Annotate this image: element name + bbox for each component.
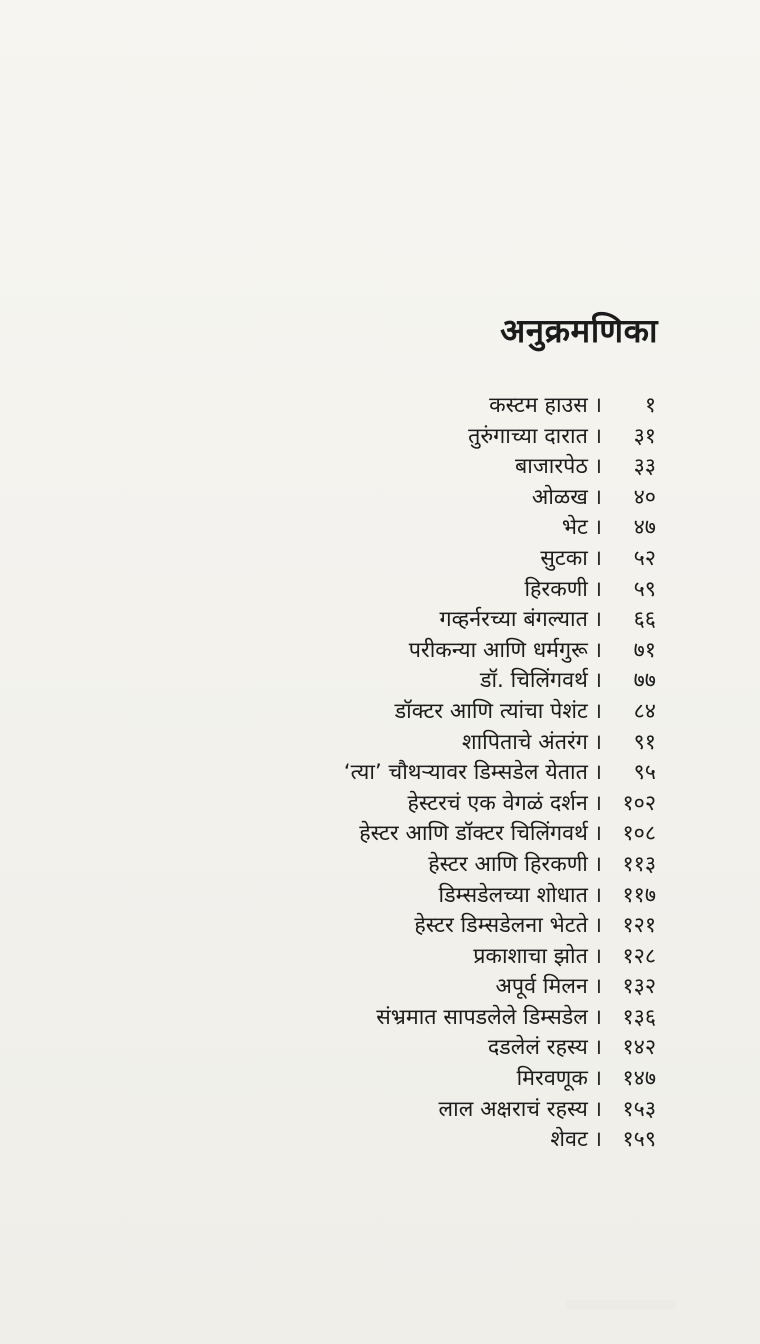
faded-footer-mark (566, 1300, 676, 1310)
toc-entry (136, 1125, 656, 1156)
toc-page-number: ५२ (633, 545, 656, 571)
toc-page-number: १४२ (622, 1035, 656, 1061)
toc-page-number: १५९ (622, 1127, 656, 1153)
toc-entry-title: डॉक्टर आणि त्यांचा पेशंट (394, 698, 588, 724)
toc-entry-title: डॉ. चिलिंगवर्थ (479, 668, 588, 694)
toc-separator: । (593, 790, 602, 816)
toc-separator: । (593, 515, 602, 541)
toc-entry (136, 728, 656, 759)
toc-separator: । (593, 576, 602, 602)
toc-entry-title: डिम्सडेलच्या शोधात (438, 882, 588, 908)
toc-entry-title: हेस्टर डिम्सडेलना भेटते (414, 913, 588, 939)
toc-entry-title: परीकन्या आणि धर्मगुरू (408, 637, 588, 663)
toc-page-number: १३६ (622, 1004, 656, 1030)
toc-page-number: १०२ (622, 790, 656, 816)
toc-separator: । (593, 1096, 602, 1122)
toc-page-number: १०८ (622, 821, 656, 847)
toc-entry-title: हिरकणी (524, 576, 588, 602)
toc-entry (136, 636, 656, 667)
toc-entry-title: संभ्रमात सापडलेले डिम्सडेल (376, 1004, 588, 1030)
toc-entry-title: शेवट (550, 1127, 588, 1153)
toc-separator: । (593, 423, 602, 449)
toc-page-number: ७७ (633, 668, 656, 694)
toc-page-number: ७१ (633, 637, 656, 663)
toc-entry (136, 789, 656, 820)
toc-page-number: ३१ (633, 423, 656, 449)
toc-separator: । (593, 454, 602, 480)
toc-entry (136, 575, 656, 606)
toc-separator: । (593, 393, 602, 418)
toc-entry (136, 850, 656, 881)
toc-entry (136, 942, 656, 973)
toc-entry-title: तुरुंगाच्या दारात (468, 423, 588, 449)
toc-entry (136, 972, 656, 1003)
toc-entry-title: शापिताचे अंतरंग (461, 729, 588, 755)
toc-entry-title: हेस्टर आणि हिरकणी (428, 851, 588, 877)
toc-entry-title: सुटका (540, 545, 588, 571)
toc-separator: । (593, 1127, 602, 1153)
toc-page-number: ३३ (633, 454, 656, 480)
toc-entry (136, 605, 656, 636)
toc-entry-title: गव्हर्नरच्या बंगल्यात (439, 607, 588, 633)
toc-entry-title: दडलेलं रहस्य (487, 1035, 588, 1061)
toc-entry-title: अपूर्व मिलन (495, 974, 588, 1000)
toc-page-number: ४७ (633, 515, 656, 541)
toc-separator: । (593, 760, 602, 786)
toc-entry (136, 666, 656, 697)
toc-page-number: १२८ (622, 943, 656, 969)
toc-separator: । (593, 637, 602, 663)
toc-separator: । (593, 943, 602, 969)
toc-separator: । (593, 974, 602, 1000)
toc-entry (136, 697, 656, 728)
toc-separator: । (593, 545, 602, 571)
toc-page-number: ११७ (622, 882, 656, 908)
toc-entry-title: भेट (561, 515, 588, 541)
toc-separator: । (593, 882, 602, 908)
toc-separator: । (593, 1004, 602, 1030)
toc-separator: । (593, 607, 602, 633)
page-title: अनुक्रमणिका (500, 311, 658, 350)
toc-separator: । (593, 821, 602, 847)
toc-separator: । (593, 913, 602, 939)
toc-entry-title: बाजारपेठ (514, 454, 588, 480)
toc-page-number: ८४ (633, 698, 656, 724)
toc-entry-title: लाल अक्षराचं रहस्य (438, 1096, 588, 1122)
toc-page-number: १५३ (622, 1096, 656, 1122)
toc-entry (136, 544, 656, 575)
toc-separator: । (593, 1066, 602, 1092)
toc-entry (136, 881, 656, 912)
table-of-contents (136, 391, 656, 1156)
toc-entry-title: ‘त्या’ चौथऱ्यावर डिम्सडेल येतात (343, 760, 588, 786)
toc-entry (136, 452, 656, 483)
toc-page-number: १ (644, 393, 656, 418)
toc-entry (136, 1033, 656, 1064)
toc-page-number: ५९ (633, 576, 656, 602)
toc-page-number: १४७ (622, 1066, 656, 1092)
toc-entry (136, 819, 656, 850)
toc-entry-title: मिरवणूक (516, 1066, 588, 1092)
toc-entry (136, 391, 656, 422)
toc-entry-title: प्रकाशाचा झोत (473, 943, 588, 969)
toc-entry (136, 422, 656, 453)
toc-entry (136, 911, 656, 942)
toc-page-number: ६६ (633, 607, 656, 633)
toc-separator: । (593, 851, 602, 877)
toc-page-number: १३२ (622, 974, 656, 1000)
toc-separator: । (593, 698, 602, 724)
toc-entry (136, 1095, 656, 1126)
toc-separator: । (593, 729, 602, 755)
toc-entry (136, 758, 656, 789)
toc-page-number: १२१ (622, 913, 656, 939)
toc-separator: । (593, 484, 602, 510)
toc-entry (136, 1064, 656, 1095)
toc-entry-title: हेस्टरचं एक वेगळं दर्शन (407, 790, 588, 816)
toc-separator: । (593, 1035, 602, 1061)
toc-page-number: ४० (633, 484, 656, 510)
toc-separator: । (593, 668, 602, 694)
toc-entry (136, 483, 656, 514)
toc-entry-title: ओळख (531, 484, 588, 510)
toc-entry-title: कस्टम हाउस (489, 393, 588, 418)
toc-entry-title: हेस्टर आणि डॉक्टर चिलिंगवर्थ (359, 821, 588, 847)
toc-page-number: ११३ (622, 851, 656, 877)
toc-entry (136, 1003, 656, 1034)
toc-page-number: ९५ (633, 760, 656, 786)
toc-entry (136, 513, 656, 544)
toc-page-number: ९१ (633, 729, 656, 755)
